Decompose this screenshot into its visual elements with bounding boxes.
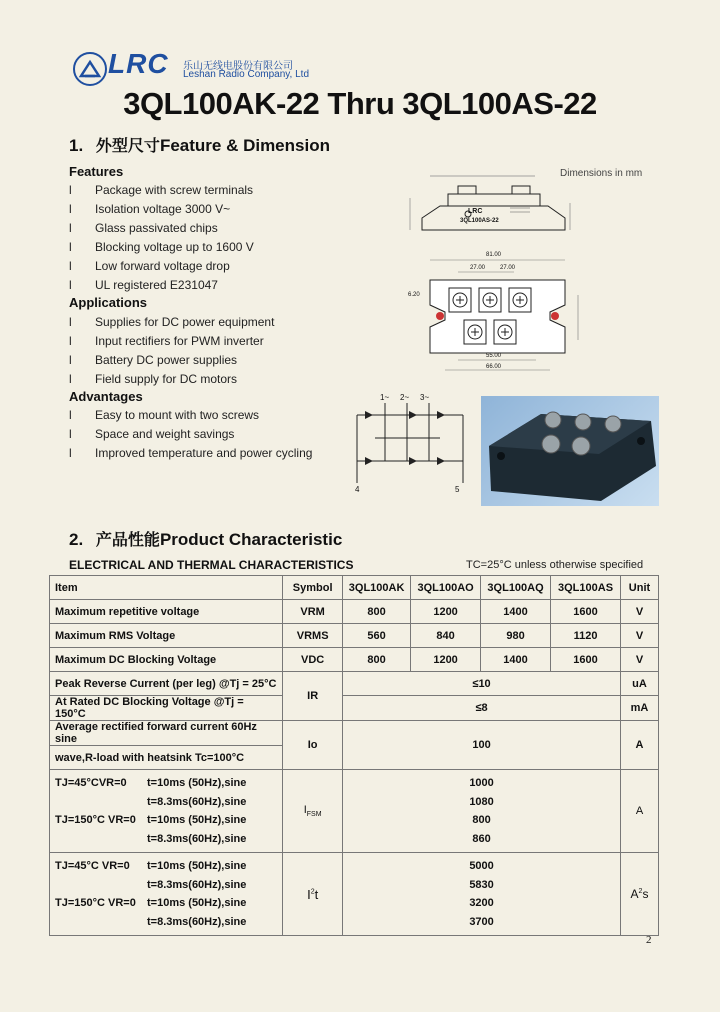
- section1-heading: [69, 133, 330, 156]
- row-unit: V: [621, 648, 659, 672]
- ifsm-tj-1: TJ=45°CVR=0: [55, 777, 127, 789]
- bullet-marker: l: [69, 221, 72, 235]
- bullet-marker: l: [69, 183, 72, 197]
- row-item: Maximum RMS Voltage: [50, 624, 283, 648]
- features-item: [69, 240, 254, 259]
- applications-list: [69, 315, 274, 391]
- applications-item: [69, 315, 274, 334]
- row-item: Maximum DC Blocking Voltage: [50, 648, 283, 672]
- i2t-tj-1: TJ=45°C VR=0: [55, 860, 130, 872]
- bullet-marker: l: [69, 259, 72, 273]
- bullet-marker: l: [69, 353, 72, 367]
- advantages-heading: Advantages: [69, 389, 143, 404]
- row-ak: 800: [343, 600, 411, 624]
- table-row: [50, 648, 659, 672]
- dimension-note: Dimensions in mm: [560, 168, 643, 179]
- row-symbol: VRM: [283, 600, 343, 624]
- advantages-list: [69, 408, 312, 465]
- table-title: ELECTRICAL AND THERMAL CHARACTERISTICS: [69, 558, 354, 572]
- row-unit: V: [621, 600, 659, 624]
- ifsm-tj-3: TJ=150°C VR=0: [55, 814, 136, 826]
- ir-unit-1: uA: [621, 672, 659, 696]
- page-number: 2: [646, 934, 652, 946]
- ifsm-conditions: [50, 770, 283, 853]
- ifsm-value-1: 1000: [469, 777, 494, 789]
- table-row-ir-1: [50, 672, 659, 696]
- i2t-t-4: t=8.3ms(60Hz),sine: [147, 915, 247, 928]
- header-aq: 3QL100AQ: [481, 576, 551, 600]
- ir-symbol: IR: [283, 672, 343, 721]
- io-item-2: wave,R-load with heatsink Tc=100°C: [50, 746, 283, 770]
- applications-item-label: Battery DC power supplies: [95, 353, 238, 367]
- row-ao: 1200: [411, 648, 481, 672]
- section1-title-cn: 外型尺寸: [95, 136, 160, 155]
- ifsm-t-3: t=10ms (50Hz),sine: [147, 814, 247, 826]
- header-item: Item: [50, 576, 283, 600]
- features-item: [69, 183, 254, 202]
- row-aq: 1400: [481, 648, 551, 672]
- ir-unit-2: mA: [621, 696, 659, 721]
- table-header-row: [50, 576, 659, 600]
- advantages-item: [69, 446, 312, 465]
- i2t-unit-sup: 2: [638, 888, 643, 895]
- i2t-symbol: $I^2t$: [283, 853, 343, 936]
- features-heading: Features: [69, 164, 124, 179]
- applications-item: [69, 334, 274, 353]
- header-ao: 3QL100AO: [411, 576, 481, 600]
- row-aq: 1400: [481, 600, 551, 624]
- logo-wordmark: LRC: [108, 48, 169, 79]
- row-symbol: VDC: [283, 648, 343, 672]
- bullet-marker: l: [69, 240, 72, 254]
- i2t-conditions: [50, 853, 283, 936]
- i2t-symbol-sup: 2: [310, 888, 315, 896]
- bullet-marker: l: [69, 408, 72, 422]
- i2t-values: [343, 853, 621, 936]
- ifsm-t-4: t=8.3ms(60Hz),sine: [147, 832, 247, 845]
- row-symbol: VRMS: [283, 624, 343, 648]
- ifsm-symbol-sub: FSM: [306, 811, 322, 819]
- section2-number: 2.: [69, 530, 84, 549]
- section1-title-en: Feature & Dimension: [159, 136, 330, 155]
- ir-item-2: At Rated DC Blocking Voltage @Tj = 150°C: [50, 696, 283, 721]
- io-value: 100: [343, 721, 621, 770]
- ifsm-unit: A: [621, 770, 659, 853]
- ir-value-1: ≤10: [343, 672, 621, 696]
- row-as: 1120: [551, 624, 621, 648]
- ifsm-t-2: t=8.3ms(60Hz),sine: [147, 795, 247, 808]
- section2-title-cn: 产品性能: [95, 530, 160, 549]
- table-row-i2t: [50, 853, 659, 936]
- features-item: [69, 202, 254, 221]
- features-item: [69, 259, 254, 278]
- circuit-ac1-label: 1~: [380, 393, 390, 402]
- advantages-item: [69, 408, 312, 427]
- circuit-ac2-label: 2~: [400, 393, 410, 402]
- i2t-unit: $A^2s$: [621, 853, 659, 936]
- i2t-t-1: t=10ms (50Hz),sine: [147, 860, 247, 872]
- logo-icon: [73, 52, 107, 86]
- bullet-marker: l: [69, 315, 72, 329]
- features-item-label: Low forward voltage drop: [95, 259, 230, 273]
- table-row: [50, 624, 659, 648]
- advantages-item: [69, 427, 312, 446]
- bullet-marker: l: [69, 427, 72, 441]
- bullet-marker: l: [69, 372, 72, 386]
- dim-label-pitch2: 27.00: [500, 265, 516, 271]
- header-symbol: Symbol: [283, 576, 343, 600]
- table-condition: TC=25°C unless otherwise specified: [466, 559, 644, 571]
- header-as: 3QL100AS: [551, 576, 621, 600]
- row-ao: 1200: [411, 600, 481, 624]
- ifsm-values: [343, 770, 621, 853]
- row-as: 1600: [551, 648, 621, 672]
- dim-label-outer: 66.00: [486, 364, 502, 370]
- features-item-label: Glass passivated chips: [95, 221, 218, 235]
- ifsm-t-1: t=10ms (50Hz),sine: [147, 777, 247, 789]
- features-item-label: Isolation voltage 3000 V~: [95, 202, 231, 216]
- side-view-logo: LRC: [468, 208, 483, 215]
- io-symbol: Io: [283, 721, 343, 770]
- product-photo: [481, 396, 659, 506]
- side-view-part: 3QL100AS-22: [460, 218, 499, 224]
- features-item-label: UL registered E231047: [95, 278, 218, 292]
- header-unit: Unit: [621, 576, 659, 600]
- advantages-item-label: Improved temperature and power cycling: [95, 446, 313, 460]
- i2t-t-2: t=8.3ms(60Hz),sine: [147, 878, 247, 891]
- header-ak: 3QL100AK: [343, 576, 411, 600]
- circuit-ac3-label: 3~: [420, 393, 430, 402]
- bullet-marker: l: [69, 202, 72, 216]
- i2t-value-3: 3200: [469, 897, 494, 909]
- features-item: [69, 221, 254, 240]
- table-row: [50, 600, 659, 624]
- dim-label-pitch1: 27.00: [470, 265, 486, 271]
- applications-item-label: Input rectifiers for PWM inverter: [95, 334, 264, 348]
- io-item-1: Average rectified forward current 60Hz sine: [50, 721, 283, 746]
- row-aq: 980: [481, 624, 551, 648]
- i2t-t-3: t=10ms (50Hz),sine: [147, 897, 247, 909]
- ir-value-2: ≤8: [343, 696, 621, 721]
- row-unit: V: [621, 624, 659, 648]
- applications-heading: Applications: [69, 295, 148, 310]
- section2-title-en: Product Characteristic: [159, 530, 343, 549]
- row-as: 1600: [551, 600, 621, 624]
- row-ak: 800: [343, 648, 411, 672]
- dim-label-inner: 55.00: [486, 353, 502, 359]
- circuit-dc-neg-label: 4: [355, 485, 360, 494]
- i2t-value-2: 5830: [469, 878, 494, 891]
- document-title: 3QL100AK-22 Thru 3QL100AS-22: [123, 86, 597, 121]
- i2t-tj-3: TJ=150°C VR=0: [55, 897, 136, 909]
- advantages-item-label: Space and weight savings: [95, 427, 235, 441]
- table-row-io-1: [50, 721, 659, 746]
- features-item-label: Package with screw terminals: [95, 183, 254, 197]
- bullet-marker: l: [69, 334, 72, 348]
- io-unit: A: [621, 721, 659, 770]
- top-view-drawing: [400, 250, 590, 380]
- ifsm-symbol: $I_{FSM}$: [283, 770, 343, 853]
- advantages-item-label: Easy to mount with two screws: [95, 408, 260, 422]
- ifsm-value-3: 800: [472, 814, 491, 826]
- ir-item-1: Peak Reverse Current (per leg) @Tj = 25°C: [50, 672, 283, 696]
- dim-label-hole: 6.20: [408, 292, 420, 298]
- row-ao: 840: [411, 624, 481, 648]
- company-name-cn: 乐山无线电股份有限公司: [183, 61, 293, 72]
- applications-item: [69, 353, 274, 372]
- applications-item-label: Field supply for DC motors: [95, 372, 238, 386]
- i2t-value-4: 3700: [469, 915, 494, 928]
- bullet-marker: l: [69, 446, 72, 460]
- ifsm-value-2: 1080: [469, 795, 494, 808]
- dim-label-width: 81.00: [486, 252, 502, 258]
- features-list: [69, 183, 254, 297]
- row-item: Maximum repetitive voltage: [50, 600, 283, 624]
- bullet-marker: l: [69, 278, 72, 292]
- section1-number: 1.: [69, 136, 84, 155]
- table-row-ifsm: [50, 770, 659, 853]
- features-item-label: Blocking voltage up to 1600 V: [95, 240, 254, 254]
- row-ak: 560: [343, 624, 411, 648]
- i2t-value-1: 5000: [469, 860, 494, 872]
- applications-item-label: Supplies for DC power equipment: [95, 315, 275, 329]
- section2-heading: [69, 527, 342, 550]
- company-name-en: Leshan Radio Company, Ltd: [183, 69, 310, 80]
- circuit-diagram: [345, 393, 475, 493]
- circuit-dc-pos-label: 5: [455, 485, 460, 494]
- characteristics-table: [49, 575, 659, 936]
- table-row-ir-2: [50, 696, 659, 721]
- ifsm-value-4: 860: [472, 832, 491, 845]
